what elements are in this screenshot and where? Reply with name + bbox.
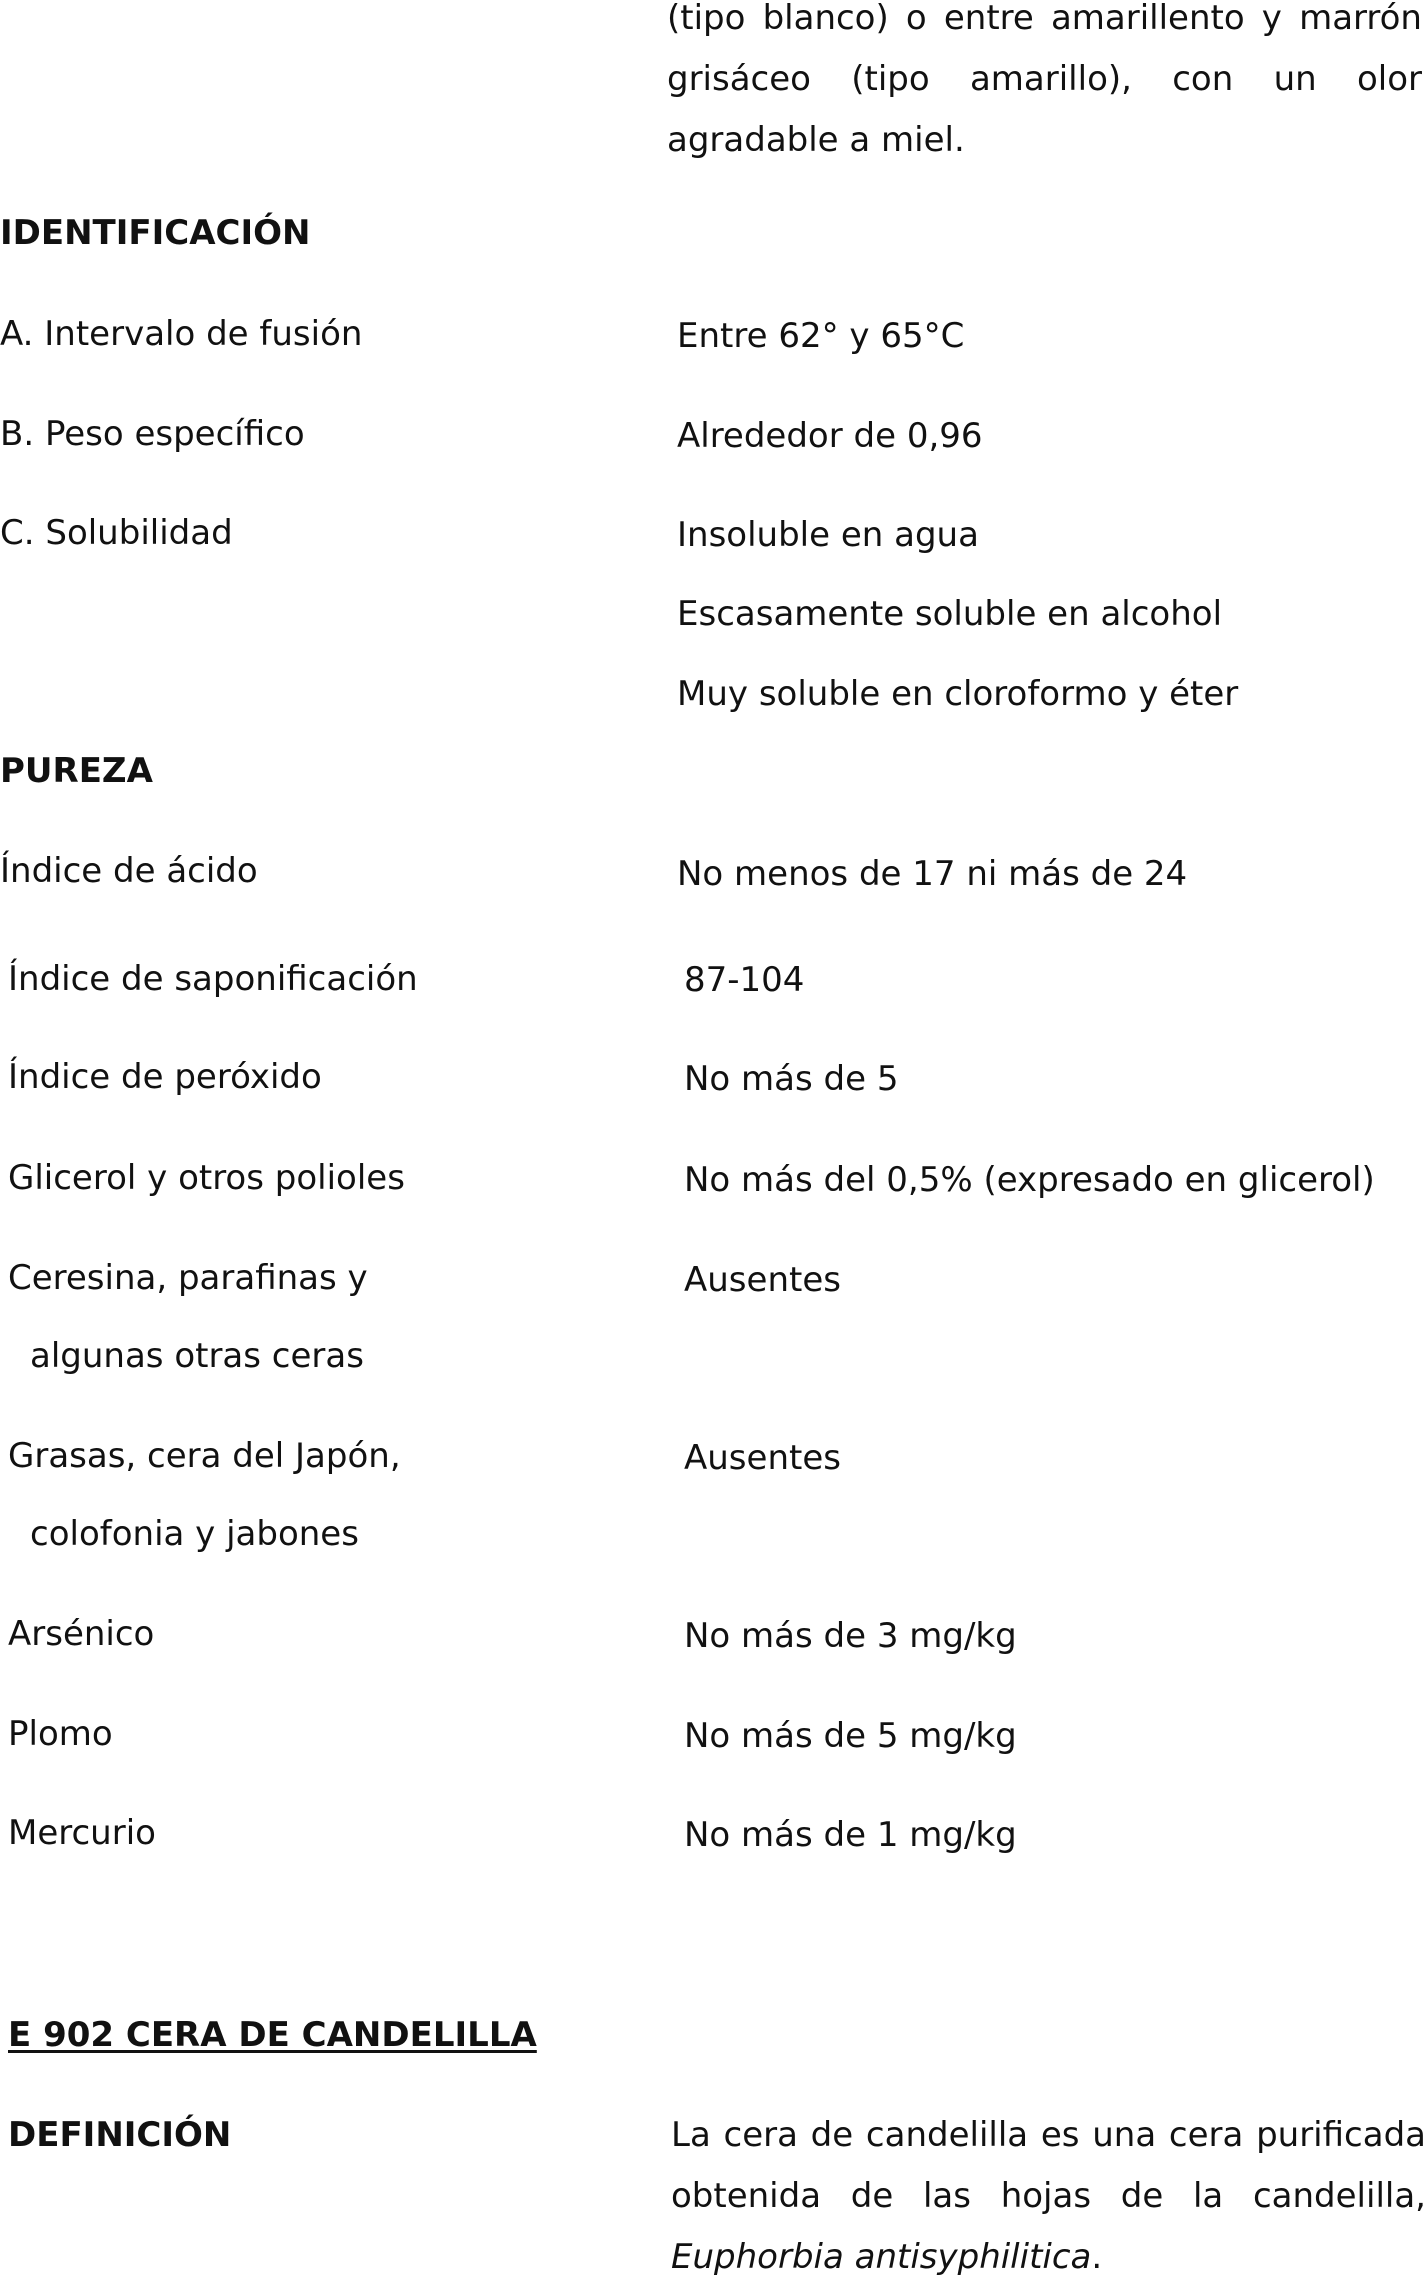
identificacion-value-fusion: Entre 62° y 65°C — [677, 316, 965, 356]
identificacion-value-solubilidad: Escasamente soluble en alcohol — [677, 594, 1223, 634]
pureza-value: No más de 5 — [684, 1059, 899, 1099]
pureza-label: Índice de peróxido — [8, 1057, 322, 1097]
pureza-label: Grasas, cera del Japón, — [8, 1436, 401, 1476]
pureza-value: No más de 5 mg/kg — [684, 1716, 1017, 1756]
identificacion-value-solubilidad: Insoluble en agua — [677, 515, 979, 555]
pureza-value: Ausentes — [684, 1438, 841, 1478]
identificacion-heading: IDENTIFICACIÓN — [0, 213, 311, 253]
definicion-paragraph — [671, 2105, 1426, 2288]
identificacion-value-solubilidad: Muy soluble en cloroformo y éter — [677, 674, 1239, 714]
pureza-label: algunas otras ceras — [30, 1336, 364, 1376]
definicion-end: . — [1091, 2237, 1103, 2277]
pureza-value: Ausentes — [684, 1260, 841, 1300]
pureza-value: No más de 3 mg/kg — [684, 1616, 1017, 1656]
pureza-value: 87-104 — [684, 960, 805, 1000]
pureza-label: Plomo — [8, 1714, 113, 1754]
pureza-label: Mercurio — [8, 1813, 156, 1853]
intro-line: grisáceo (tipo amarillo), con un olor — [667, 59, 1422, 99]
intro-line: (tipo blanco) o entre amarillento y marrón — [667, 0, 1422, 38]
identificacion-label-peso: B. Peso específico — [0, 414, 305, 454]
pureza-value: No más del 0,5% (expresado en glicerol) — [684, 1160, 1375, 1200]
pureza-label: Glicerol y otros polioles — [8, 1158, 405, 1198]
e902-title: E 902 CERA DE CANDELILLA — [8, 2015, 537, 2055]
identificacion-value-peso: Alrededor de 0,96 — [677, 416, 983, 456]
pureza-value: No menos de 17 ni más de 24 — [677, 854, 1188, 894]
identificacion-label-solubilidad: C. Solubilidad — [0, 513, 233, 553]
definicion-line: La cera de candelilla es una cera purificada — [671, 2115, 1426, 2155]
intro-line: agradable a miel. — [667, 120, 965, 160]
pureza-label: Índice de saponificación — [8, 959, 418, 999]
definicion-heading: DEFINICIÓN — [8, 2115, 232, 2155]
pureza-value: No más de 1 mg/kg — [684, 1815, 1017, 1855]
pureza-label: colofonia y jabones — [30, 1514, 359, 1554]
pureza-label: Arsénico — [8, 1614, 155, 1654]
identificacion-label-fusion: A. Intervalo de fusión — [0, 314, 363, 354]
pureza-label: Índice de ácido — [0, 851, 258, 891]
intro-paragraph — [667, 0, 1422, 171]
species-name: Euphorbia antisyphilitica — [671, 2237, 1092, 2277]
pureza-heading: PUREZA — [0, 751, 153, 791]
pureza-label: Ceresina, parafinas y — [8, 1258, 368, 1298]
definicion-line: obtenida de las hojas de la candelilla, — [671, 2176, 1426, 2216]
